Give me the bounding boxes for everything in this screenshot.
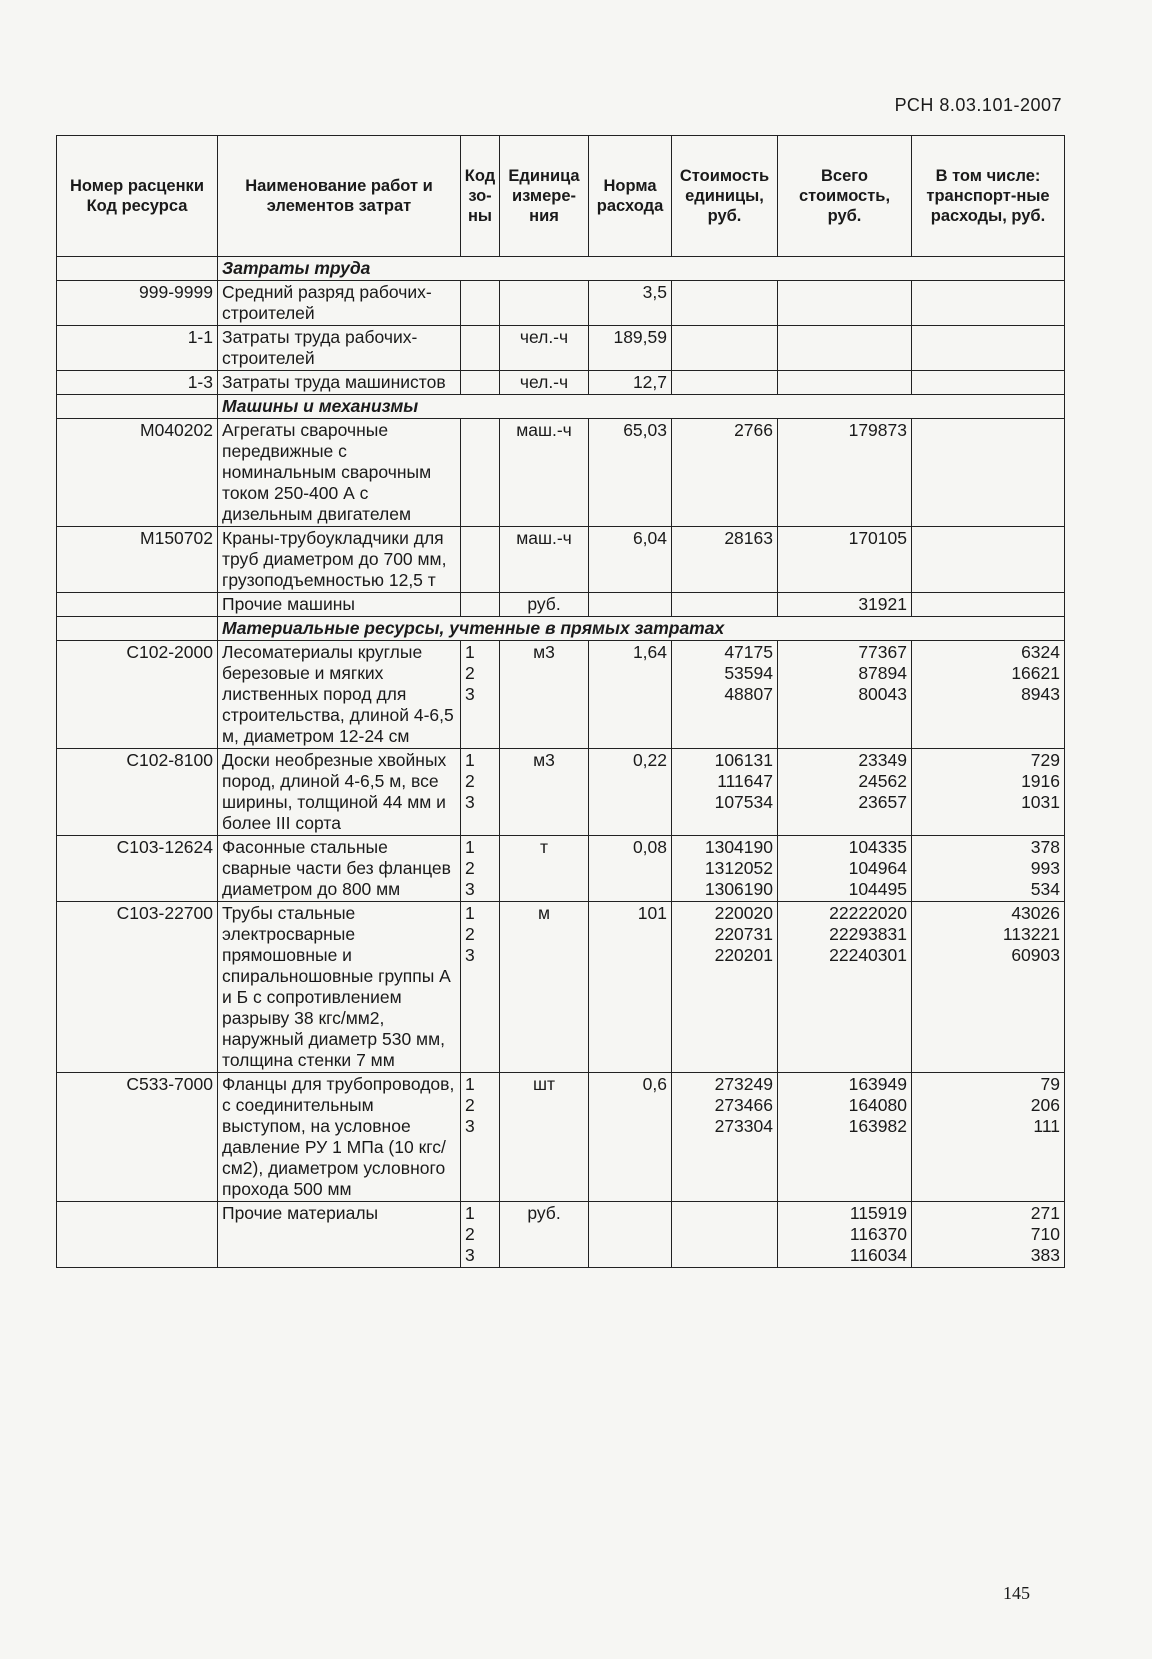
transport-cost-value: 8943 — [1021, 684, 1060, 704]
table-row — [57, 281, 1065, 326]
transport-cost-value: 1916 — [1021, 771, 1060, 791]
unit-cost-value: 47175 — [724, 642, 773, 662]
unit-of-measure: руб. — [500, 593, 589, 617]
unit-cost-value: 111647 — [717, 771, 773, 791]
transport-cost-value: 113221 — [1002, 924, 1060, 944]
total-cost-value: 170105 — [848, 528, 907, 548]
transport-cost — [912, 527, 1065, 593]
section-title: Затраты труда — [218, 257, 1065, 281]
zone-code — [461, 1202, 500, 1268]
table-row — [57, 1073, 1065, 1202]
item-name: Фасонные стальные сварные части без фланцев диаметром до 800 мм — [218, 836, 461, 902]
zone-code-value: 2 — [465, 771, 475, 791]
column-header: Код зо-ны — [461, 136, 500, 257]
unit-cost-value: 48807 — [724, 684, 773, 704]
unit-cost-value: 1306190 — [704, 879, 773, 899]
column-header: Всего стоимость, руб. — [778, 136, 912, 257]
transport-cost — [912, 593, 1065, 617]
resource-code: С102-2000 — [57, 641, 218, 749]
zone-code-list — [465, 750, 495, 813]
item-name: Прочие материалы — [218, 1202, 461, 1268]
transport-cost — [912, 1073, 1065, 1202]
unit-cost — [672, 326, 778, 371]
consumption-norm — [589, 1202, 672, 1268]
total-cost — [778, 1073, 912, 1202]
resource-table — [56, 135, 1065, 1268]
column-header: В том числе: транспорт-ные расходы, руб. — [912, 136, 1065, 257]
transport-cost-value: 6324 — [1021, 642, 1060, 662]
column-header: Норма расхода — [589, 136, 672, 257]
item-name: Прочие машины — [218, 593, 461, 617]
section-spacer — [57, 617, 218, 641]
unit-of-measure: м3 — [500, 641, 589, 749]
unit-cost — [672, 593, 778, 617]
item-name: Фланцы для трубопроводов, с соединительным выступом, на условное давление РУ 1 МПа (10 кгс/см2), диаметром условного прохода 500 мм — [218, 1073, 461, 1202]
transport-cost-value: 993 — [1030, 858, 1060, 878]
table-header-row — [57, 136, 1065, 257]
transport-cost-list — [916, 1203, 1060, 1266]
zone-code-value: 1 — [465, 1203, 475, 1223]
resource-code: 999-9999 — [57, 281, 218, 326]
unit-cost-value: 2766 — [734, 420, 773, 440]
unit-cost-value: 107534 — [714, 792, 773, 812]
resource-code: С103-22700 — [57, 902, 218, 1073]
item-name: Краны-трубоукладчики для труб диаметром до 700 мм, грузоподъемностью 12,5 т — [218, 527, 461, 593]
unit-of-measure: шт — [500, 1073, 589, 1202]
total-cost-value: 116034 — [849, 1245, 907, 1265]
table-row — [57, 371, 1065, 395]
section-row — [57, 617, 1065, 641]
transport-cost — [912, 419, 1065, 527]
unit-cost — [672, 1073, 778, 1202]
zone-code — [461, 902, 500, 1073]
transport-cost-value: 378 — [1030, 837, 1060, 857]
transport-cost-value: 60903 — [1011, 945, 1060, 965]
item-name: Затраты труда рабочих-строителей — [218, 326, 461, 371]
transport-cost-list — [916, 750, 1060, 813]
total-cost-value: 22222020 — [829, 903, 907, 923]
unit-cost — [672, 902, 778, 1073]
transport-cost-value: 16621 — [1011, 663, 1060, 683]
transport-cost-value: 710 — [1030, 1224, 1060, 1244]
unit-cost-list — [676, 750, 773, 813]
zone-code-value: 3 — [465, 879, 475, 899]
unit-cost-value: 220731 — [714, 924, 773, 944]
total-cost-value: 104495 — [848, 879, 907, 899]
unit-cost-list — [676, 903, 773, 966]
consumption-norm: 12,7 — [589, 371, 672, 395]
total-cost — [778, 836, 912, 902]
section-spacer — [57, 395, 218, 419]
table-body — [57, 257, 1065, 1268]
zone-code-value: 3 — [465, 945, 475, 965]
consumption-norm: 6,04 — [589, 527, 672, 593]
zone-code — [461, 371, 500, 395]
unit-cost-list — [676, 420, 773, 441]
total-cost-list — [782, 594, 907, 615]
section-title: Машины и механизмы — [218, 395, 1065, 419]
zone-code-value: 1 — [465, 1074, 475, 1094]
table-row — [57, 836, 1065, 902]
table-row — [57, 902, 1065, 1073]
zone-code-value: 1 — [465, 642, 475, 662]
transport-cost-list — [916, 642, 1060, 705]
consumption-norm: 0,6 — [589, 1073, 672, 1202]
unit-of-measure — [500, 281, 589, 326]
table-row — [57, 749, 1065, 836]
total-cost-list — [782, 903, 907, 966]
zone-code-value: 2 — [465, 924, 475, 944]
table-row — [57, 641, 1065, 749]
zone-code — [461, 1073, 500, 1202]
unit-of-measure: маш.-ч — [500, 419, 589, 527]
total-cost-value: 104964 — [848, 858, 907, 878]
transport-cost-list — [916, 903, 1060, 966]
zone-code-list — [465, 837, 495, 900]
total-cost-value: 163949 — [848, 1074, 907, 1094]
unit-of-measure: руб. — [500, 1202, 589, 1268]
total-cost-value: 104335 — [848, 837, 907, 857]
unit-cost — [672, 419, 778, 527]
unit-of-measure: маш.-ч — [500, 527, 589, 593]
page-number: 145 — [1003, 1583, 1030, 1603]
unit-cost-value: 273304 — [714, 1116, 773, 1136]
table-row — [57, 593, 1065, 617]
section-row — [57, 257, 1065, 281]
transport-cost — [912, 281, 1065, 326]
section-title: Материальные ресурсы, учтенные в прямых затратах — [218, 617, 1065, 641]
total-cost-value: 116370 — [849, 1224, 907, 1244]
resource-code: С103-12624 — [57, 836, 218, 902]
transport-cost — [912, 836, 1065, 902]
section-spacer — [57, 257, 218, 281]
table-row — [57, 1202, 1065, 1268]
item-name: Доски необрезные хвойных пород, длиной 4-6,5 м, все ширины, толщиной 44 мм и более III сорта — [218, 749, 461, 836]
resource-code: 1-1 — [57, 326, 218, 371]
total-cost — [778, 593, 912, 617]
zone-code-value: 3 — [465, 1116, 475, 1136]
total-cost-value: 115919 — [849, 1203, 907, 1223]
column-header: Стоимость единицы, руб. — [672, 136, 778, 257]
zone-code-list — [465, 642, 495, 705]
total-cost-value: 164080 — [848, 1095, 907, 1115]
transport-cost-value: 206 — [1030, 1095, 1060, 1115]
total-cost-value: 80043 — [858, 684, 907, 704]
total-cost-list — [782, 1203, 907, 1266]
zone-code-value: 3 — [465, 684, 475, 704]
zone-code-value: 3 — [465, 792, 475, 812]
transport-cost-value: 111 — [1033, 1116, 1060, 1136]
unit-cost-list — [676, 642, 773, 705]
unit-cost-value: 28163 — [724, 528, 773, 548]
unit-of-measure: чел.-ч — [500, 371, 589, 395]
unit-cost-list — [676, 837, 773, 900]
total-cost-value: 31921 — [858, 594, 907, 614]
total-cost-value: 22293831 — [829, 924, 907, 944]
section-row — [57, 395, 1065, 419]
resource-code: М150702 — [57, 527, 218, 593]
unit-cost-value: 1304190 — [704, 837, 773, 857]
transport-cost-value: 383 — [1030, 1245, 1060, 1265]
total-cost — [778, 641, 912, 749]
consumption-norm: 0,22 — [589, 749, 672, 836]
resource-code: М040202 — [57, 419, 218, 527]
resource-code: С102-8100 — [57, 749, 218, 836]
column-header: Номер расценки Код ресурса — [57, 136, 218, 257]
zone-code — [461, 749, 500, 836]
unit-cost — [672, 371, 778, 395]
zone-code-list — [465, 1203, 495, 1266]
total-cost — [778, 281, 912, 326]
resource-code: 1-3 — [57, 371, 218, 395]
total-cost-list — [782, 528, 907, 549]
consumption-norm: 101 — [589, 902, 672, 1073]
unit-cost — [672, 1202, 778, 1268]
table-row — [57, 419, 1065, 527]
column-header: Наименование работ и элементов затрат — [218, 136, 461, 257]
total-cost-list — [782, 642, 907, 705]
total-cost-list — [782, 1074, 907, 1137]
resource-code — [57, 1202, 218, 1268]
item-name: Средний разряд рабочих-строителей — [218, 281, 461, 326]
zone-code — [461, 836, 500, 902]
zone-code — [461, 419, 500, 527]
unit-cost-value: 1312052 — [704, 858, 773, 878]
total-cost-value: 179873 — [848, 420, 907, 440]
resource-code: С533-7000 — [57, 1073, 218, 1202]
zone-code-value: 1 — [465, 837, 475, 857]
transport-cost-value: 271 — [1030, 1203, 1060, 1223]
total-cost-value: 22240301 — [829, 945, 907, 965]
zone-code-value: 2 — [465, 858, 475, 878]
transport-cost — [912, 749, 1065, 836]
transport-cost — [912, 1202, 1065, 1268]
total-cost — [778, 902, 912, 1073]
total-cost — [778, 419, 912, 527]
item-name: Затраты труда машинистов — [218, 371, 461, 395]
zone-code — [461, 281, 500, 326]
consumption-norm: 189,59 — [589, 326, 672, 371]
transport-cost — [912, 902, 1065, 1073]
total-cost-value: 23349 — [858, 750, 907, 770]
consumption-norm: 3,5 — [589, 281, 672, 326]
total-cost-value: 23657 — [858, 792, 907, 812]
zone-code — [461, 527, 500, 593]
item-name: Трубы стальные электросварные прямошовные и спиральношовные группы А и Б с сопротивлением разрыву 38 кгс/мм2, наружный диаметр 530 мм, толщина стенки 7 мм — [218, 902, 461, 1073]
unit-cost — [672, 527, 778, 593]
unit-of-measure: м3 — [500, 749, 589, 836]
total-cost — [778, 1202, 912, 1268]
table-row — [57, 527, 1065, 593]
unit-of-measure: чел.-ч — [500, 326, 589, 371]
unit-cost — [672, 281, 778, 326]
zone-code-list — [465, 903, 495, 966]
total-cost — [778, 749, 912, 836]
transport-cost-value: 1031 — [1021, 792, 1060, 812]
zone-code-value: 1 — [465, 750, 475, 770]
transport-cost-value: 534 — [1030, 879, 1060, 899]
transport-cost-value: 729 — [1030, 750, 1060, 770]
consumption-norm — [589, 593, 672, 617]
total-cost-value: 87894 — [858, 663, 907, 683]
transport-cost — [912, 326, 1065, 371]
item-name: Лесоматериалы круглые березовые и мягких лиственных пород для строительства, длиной 4-6,5 м, диаметром 12-24 см — [218, 641, 461, 749]
zone-code-value: 2 — [465, 1095, 475, 1115]
zone-code-value: 3 — [465, 1245, 475, 1265]
zone-code — [461, 326, 500, 371]
unit-of-measure: м — [500, 902, 589, 1073]
consumption-norm: 65,03 — [589, 419, 672, 527]
unit-cost-value: 106131 — [714, 750, 773, 770]
column-header: Единица измере-ния — [500, 136, 589, 257]
total-cost-list — [782, 837, 907, 900]
total-cost — [778, 527, 912, 593]
total-cost-value: 24562 — [858, 771, 907, 791]
resource-code — [57, 593, 218, 617]
unit-cost-list — [676, 528, 773, 549]
document-code: РСН 8.03.101-2007 — [894, 95, 1062, 115]
zone-code-list — [465, 1074, 495, 1137]
transport-cost — [912, 371, 1065, 395]
table-row — [57, 326, 1065, 371]
total-cost — [778, 326, 912, 371]
total-cost-value: 77367 — [858, 642, 907, 662]
unit-cost — [672, 836, 778, 902]
transport-cost-list — [916, 837, 1060, 900]
transport-cost-value: 43026 — [1011, 903, 1060, 923]
unit-cost-value: 53594 — [724, 663, 773, 683]
consumption-norm: 0,08 — [589, 836, 672, 902]
total-cost — [778, 371, 912, 395]
transport-cost-list — [916, 1074, 1060, 1137]
total-cost-list — [782, 420, 907, 441]
transport-cost — [912, 641, 1065, 749]
zone-code-value: 2 — [465, 1224, 475, 1244]
unit-cost-list — [676, 1074, 773, 1137]
item-name: Агрегаты сварочные передвижные с номинальным сварочным током 250-400 А с дизельным двигателем — [218, 419, 461, 527]
unit-cost-value: 273466 — [714, 1095, 773, 1115]
zone-code-value: 1 — [465, 903, 475, 923]
unit-cost-value: 220020 — [714, 903, 773, 923]
unit-cost-value: 273249 — [714, 1074, 773, 1094]
zone-code — [461, 641, 500, 749]
unit-of-measure: т — [500, 836, 589, 902]
zone-code-value: 2 — [465, 663, 475, 683]
zone-code — [461, 593, 500, 617]
total-cost-value: 163982 — [848, 1116, 907, 1136]
transport-cost-value: 79 — [1040, 1074, 1060, 1094]
unit-cost-value: 220201 — [714, 945, 773, 965]
unit-cost — [672, 749, 778, 836]
consumption-norm: 1,64 — [589, 641, 672, 749]
total-cost-list — [782, 750, 907, 813]
unit-cost — [672, 641, 778, 749]
